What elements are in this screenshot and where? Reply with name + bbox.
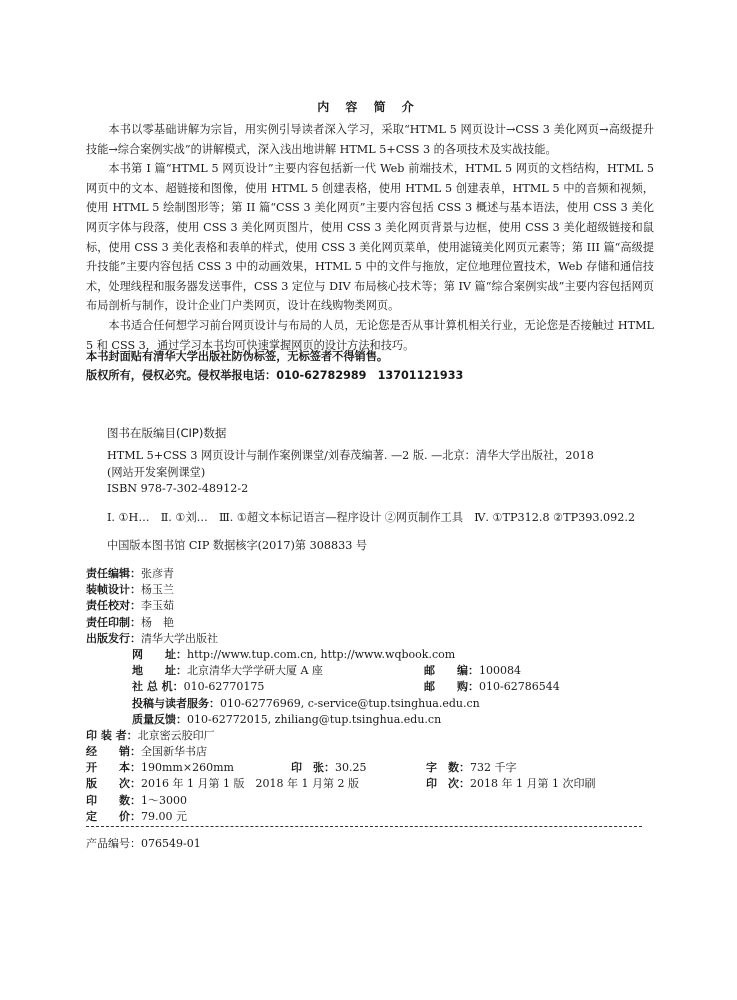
credit-value: 190mm×260mm [141, 761, 234, 775]
credit-label: 责任校对： [86, 599, 141, 613]
anti-counterfeit-line: 本书封面贴有清华大学出版社防伪标签，无标签者不得销售。 [86, 350, 389, 363]
credit-label: 邮 购： [424, 680, 479, 694]
cip-title-line: HTML 5+CSS 3 网页设计与制作案例课堂/刘春茂编著. —2 版. —北京：清华大学出版社，2018 [107, 449, 594, 462]
summary-paragraph: 本书适合任何想学习前台网页设计与布局的人员，无论您是否从事计算机相关行业，无论您是否接触过 HTML 5 和 CSS 3，通过学习本书均可快速掌握网页的设计方法和技巧。 [86, 318, 654, 352]
credit-label: 出版发行： [86, 631, 141, 645]
credit-label: 印 次： [426, 777, 470, 791]
credit-label: 邮 编： [424, 664, 479, 678]
credit-value: 010-62770175 [183, 680, 265, 694]
cip-data [107, 448, 677, 555]
cip-series-line: (网站开发案例课堂) [107, 465, 206, 479]
credit-value: 100084 [479, 664, 521, 678]
credit-value: 全国新华书店 [141, 745, 207, 759]
copyright-notice [86, 347, 463, 385]
credit-label: 经 销： [86, 745, 141, 759]
credit-value: 北京密云胶印厂 [137, 728, 215, 742]
credit-value: 30.25 [335, 761, 367, 775]
credit-label: 责任印制： [86, 615, 141, 629]
credit-value: http://www.tup.com.cn, http://www.wqbook.com [187, 647, 456, 661]
cip-classification: Ⅰ. ①H… Ⅱ. ①刘… Ⅲ. ①超文本标记语言—程序设计 ②网页制作工具 Ⅳ. ①TP312.8 ②TP393.092.2 [107, 510, 636, 524]
credit-label: 版 次： [86, 777, 141, 791]
summary-paragraph: 本书以零基础讲解为宗旨，用实例引导读者深入学习，采取“HTML 5 网页设计→CSS 3 美化网页→高级提升技能→综合案例实战”的讲解模式，深入浅出地讲解 HTML 5+CSS 3 的各项技术及实战技能。 [86, 123, 654, 156]
product-code: 产品编号：076549-01 [86, 837, 201, 850]
credit-value: 010-62772015, zhiliang@tup.tsinghua.edu.cn [187, 712, 442, 726]
credit-label: 装帧设计： [86, 583, 141, 597]
summary-paragraph: 本书第 I 篇“HTML 5 网页设计”主要内容包括新一代 Web 前端技术，HTML 5 网页的文档结构，HTML 5 网页中的文本、超链接和图像，使用 HTML 5 创建表格，使用 HTML 5 创建表单，HTML 5 中的音频和视频，使用 HTML 5 绘制图形等；第 II 篇“CSS 3 美化网页”主要内容包括 CSS 3 概述与基本语法，使用 CSS 3 美化网页字体与段落，使用 CSS 3 美化网页图片，使用 CSS 3 美化网页背景与边框，使用 CSS 3 美化超级链接和鼠标，使用 CSS 3 美化表格和表单的样式，使用 CSS 3 美化网页菜单，使用滤镜美化网页元素等；第 III 篇“高级提升技能”主要内容包括 CSS 3 中的动画效果，HTML 5 中的文件与拖放，定位地理位置技术，Web 存储和通信技术，处理线程和服务器发送事件，CSS 3 定位与 DIV 布局核心技术等；第 IV 篇“综合案例实战”主要内容包括网页布局剖析与制作，设计企业门户类网页，设计在线购物类网页。 [86, 162, 654, 313]
credit-label: 印 装 者： [86, 728, 138, 742]
credit-label: 印 张： [291, 761, 335, 775]
credit-value: 010-62786544 [479, 680, 560, 694]
publication-credits [86, 566, 646, 825]
credit-value: 79.00 元 [141, 809, 187, 823]
page-title: 内 容 简 介 [317, 100, 420, 114]
credit-label: 地 址： [132, 664, 187, 678]
credit-value: 张彦青 [141, 567, 174, 580]
credit-value: 杨 艳 [141, 615, 174, 629]
credit-value: 732 千字 [470, 761, 517, 775]
credit-value: 北京清华大学学研大厦 A 座 [187, 664, 323, 678]
credit-value: 2016 年 1 月第 1 版 2018 年 1 月第 2 版 [141, 777, 359, 791]
credit-label: 字 数： [426, 761, 470, 775]
credit-value: 杨玉兰 [141, 583, 174, 597]
credit-value: 李玉茹 [141, 599, 174, 613]
credit-value: 010-62776969, c-service@tup.tsinghua.edu.cn [220, 696, 480, 710]
credit-label: 投稿与读者服务： [132, 696, 220, 710]
credit-label: 责任编辑： [86, 567, 141, 580]
credit-label: 网 址： [132, 647, 187, 661]
credit-label: 定 价： [86, 809, 141, 823]
credit-label: 开 本： [86, 761, 141, 775]
cip-record-number: 中国版本图书馆 CIP 数据核字(2017)第 308833 号 [107, 539, 368, 552]
report-line: 版权所有，侵权必究。侵权举报电话：010-62782989 13701121933 [86, 369, 464, 382]
cip-heading: 图书在版编目(CIP)数据 [107, 426, 227, 440]
cip-isbn: ISBN 978-7-302-48912-2 [107, 482, 249, 495]
book-summary [86, 120, 654, 355]
credit-value: 清华大学出版社 [141, 631, 218, 645]
credit-label: 质量反馈： [132, 712, 187, 726]
credit-label: 社 总 机： [132, 680, 184, 694]
credit-value: 1～3000 [141, 793, 187, 807]
credit-value: 2018 年 1 月第 1 次印刷 [470, 777, 596, 791]
credit-label: 印 数： [86, 793, 141, 807]
divider [86, 826, 642, 827]
